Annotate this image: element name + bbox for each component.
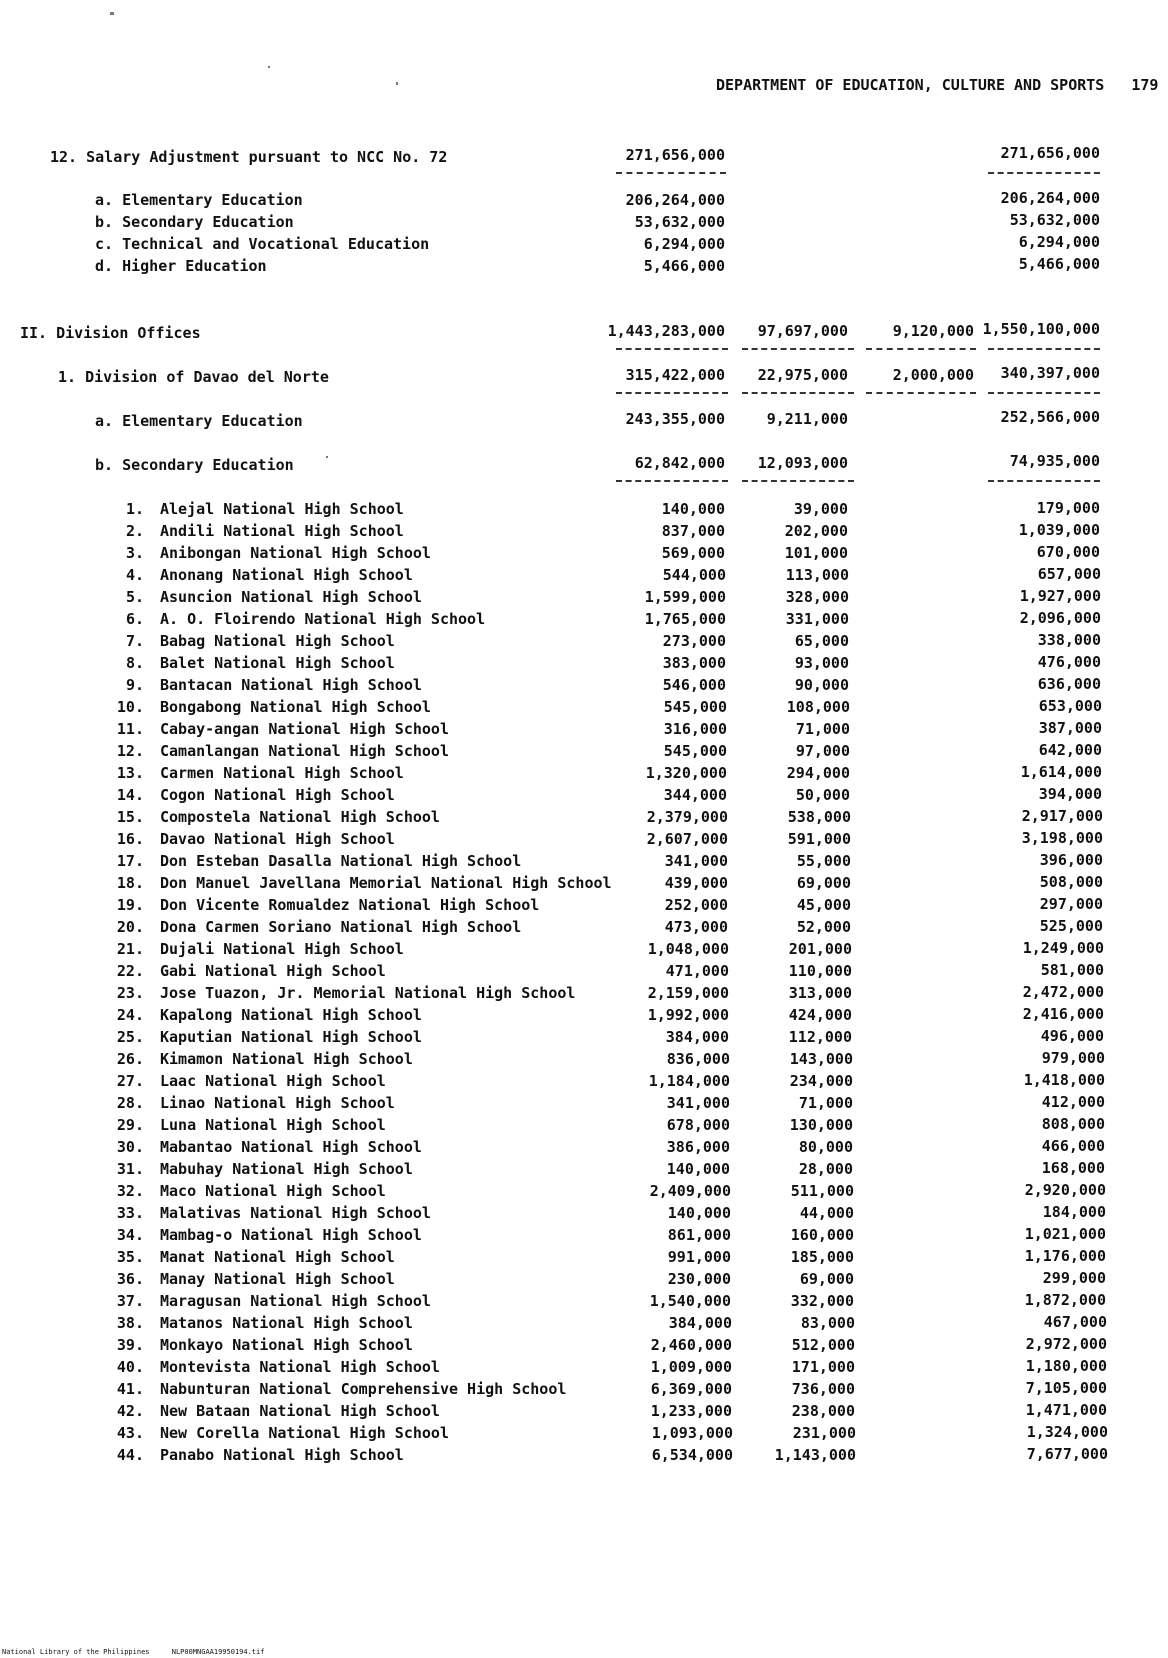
school-total: 1,872,000 [1024, 1291, 1106, 1309]
school-c1: 140,000 [666, 1160, 730, 1178]
school-number: 15. [116, 808, 144, 826]
school-name: Cabay-angan National High School [160, 720, 449, 738]
davao-del-norte-total: 340,397,000 [1000, 364, 1100, 382]
school-c1: 384,000 [665, 1028, 729, 1046]
school-total: 1,418,000 [1023, 1071, 1105, 1089]
school-number: 2. [125, 522, 144, 540]
breakdown-total: 53,632,000 [1009, 211, 1100, 229]
school-number: 3. [125, 544, 144, 562]
school-c2: 171,000 [791, 1358, 855, 1376]
school-c2: 93,000 [794, 654, 849, 672]
school-number: 42. [116, 1402, 144, 1420]
breakdown-label: d. Higher Education [95, 257, 267, 275]
rule [742, 480, 854, 482]
scan-footer [2, 1648, 264, 1656]
school-total: 466,000 [1041, 1137, 1105, 1155]
school-number: 17. [116, 852, 144, 870]
school-c1: 341,000 [666, 1094, 730, 1112]
school-name: Anibongan National High School [160, 544, 431, 562]
school-c2: 83,000 [800, 1314, 855, 1332]
school-number: 23. [116, 984, 144, 1002]
school-total: 636,000 [1037, 675, 1101, 693]
school-c1: 1,992,000 [647, 1006, 729, 1024]
school-c1: 545,000 [663, 742, 727, 760]
breakdown-total: 6,294,000 [1018, 233, 1100, 251]
school-name: Don Esteban Dasalla National High School [160, 852, 522, 870]
school-total: 1,927,000 [1019, 587, 1101, 605]
school-total: 1,614,000 [1020, 763, 1102, 781]
secondary-education-total: 74,935,000 [1009, 452, 1100, 470]
footer-library: National Library of the Philippines [2, 1648, 150, 1656]
school-c1: 386,000 [666, 1138, 730, 1156]
school-name: Asuncion National High School [160, 588, 422, 606]
school-name: New Corella National High School [160, 1424, 449, 1442]
school-total: 179,000 [1036, 499, 1100, 517]
breakdown-c1: 206,264,000 [625, 191, 725, 209]
school-c2: 512,000 [791, 1336, 855, 1354]
breakdown-c1: 53,632,000 [634, 213, 725, 231]
school-name: Manat National High School [160, 1248, 395, 1266]
school-c1: 991,000 [667, 1248, 731, 1266]
school-total: 581,000 [1040, 961, 1104, 979]
department-title: DEPARTMENT OF EDUCATION, CULTURE AND SPORTS [716, 76, 1105, 94]
school-name: Maco National High School [160, 1182, 386, 1200]
rule [616, 392, 728, 394]
school-number: 27. [116, 1072, 144, 1090]
school-c1: 384,000 [668, 1314, 732, 1332]
elementary-education-c2: 9,211,000 [766, 410, 848, 428]
school-number: 18. [116, 874, 144, 892]
school-total: 1,471,000 [1025, 1401, 1107, 1419]
rule [866, 348, 976, 350]
school-number: 7. [125, 632, 144, 650]
school-c1: 1,009,000 [650, 1358, 732, 1376]
school-total: 299,000 [1042, 1269, 1106, 1287]
elementary-education-total: 252,566,000 [1000, 408, 1100, 426]
davao-del-norte-c2: 22,975,000 [757, 366, 848, 384]
rule [616, 480, 728, 482]
school-name: Dona Carmen Soriano National High School [160, 918, 522, 936]
school-number: 38. [116, 1314, 144, 1332]
division-offices-c2: 97,697,000 [757, 322, 848, 340]
school-total: 394,000 [1038, 785, 1102, 803]
school-total: 496,000 [1040, 1027, 1104, 1045]
school-name: Manay National High School [160, 1270, 395, 1288]
school-c2: 39,000 [793, 500, 848, 518]
school-c2: 110,000 [788, 962, 852, 980]
school-name: Cogon National High School [160, 786, 395, 804]
school-total: 396,000 [1039, 851, 1103, 869]
davao-del-norte-c3: 2,000,000 [892, 366, 974, 384]
rule [988, 172, 1100, 174]
school-total: 2,416,000 [1022, 1005, 1104, 1023]
school-c1: 473,000 [664, 918, 728, 936]
school-c1: 316,000 [663, 720, 727, 738]
school-number: 10. [116, 698, 144, 716]
school-c2: 332,000 [790, 1292, 854, 1310]
school-total: 1,249,000 [1022, 939, 1104, 957]
school-c2: 69,000 [799, 1270, 854, 1288]
school-total: 2,920,000 [1024, 1181, 1106, 1199]
school-name: Camanlangan National High School [160, 742, 449, 760]
school-number: 19. [116, 896, 144, 914]
school-total: 467,000 [1043, 1313, 1107, 1331]
school-c1: 861,000 [667, 1226, 731, 1244]
page-header [716, 76, 1158, 94]
school-c1: 2,460,000 [650, 1336, 732, 1354]
school-total: 7,677,000 [1026, 1445, 1108, 1463]
school-c2: 331,000 [785, 610, 849, 628]
school-name: Kaputian National High School [160, 1028, 422, 1046]
school-number: 44. [116, 1446, 144, 1464]
davao-del-norte-label: 1. Division of Davao del Norte [58, 368, 329, 386]
secondary-education-c1: 62,842,000 [634, 454, 725, 472]
school-c1: 252,000 [664, 896, 728, 914]
rule [988, 480, 1100, 482]
school-c1: 6,534,000 [651, 1446, 733, 1464]
school-name: Alejal National High School [160, 500, 404, 518]
school-c1: 1,599,000 [644, 588, 726, 606]
school-c2: 160,000 [790, 1226, 854, 1244]
school-c1: 837,000 [661, 522, 725, 540]
school-name: Davao National High School [160, 830, 395, 848]
scan-speck [110, 12, 114, 15]
division-offices-c1: 1,443,283,000 [607, 322, 725, 340]
school-c2: 294,000 [786, 764, 850, 782]
school-c2: 71,000 [795, 720, 850, 738]
secondary-education-c2: 12,093,000 [757, 454, 848, 472]
school-name: Mabantao National High School [160, 1138, 422, 1156]
footer-file: NLP00MNGAA19950194.tif [171, 1648, 265, 1656]
school-total: 1,324,000 [1026, 1423, 1108, 1441]
school-name: Don Vicente Romualdez National High School [160, 896, 540, 914]
school-c2: 143,000 [789, 1050, 853, 1068]
school-name: Kapalong National High School [160, 1006, 422, 1024]
school-name: Bongabong National High School [160, 698, 431, 716]
salary-adjustment-label: 12. Salary Adjustment pursuant to NCC No. 72 [50, 148, 448, 166]
school-total: 2,917,000 [1021, 807, 1103, 825]
school-c1: 1,093,000 [651, 1424, 733, 1442]
school-number: 22. [116, 962, 144, 980]
school-c2: 130,000 [789, 1116, 853, 1134]
school-c2: 90,000 [794, 676, 849, 694]
school-total: 476,000 [1037, 653, 1101, 671]
school-number: 40. [116, 1358, 144, 1376]
rule [616, 172, 726, 174]
breakdown-label: a. Elementary Education [95, 191, 303, 209]
school-number: 5. [125, 588, 144, 606]
division-offices-label: II. Division Offices [20, 324, 201, 342]
breakdown-total: 206,264,000 [1000, 189, 1100, 207]
secondary-education-label: b. Secondary Education [95, 456, 294, 474]
school-total: 653,000 [1038, 697, 1102, 715]
school-total: 297,000 [1039, 895, 1103, 913]
school-c2: 55,000 [796, 852, 851, 870]
school-c1: 471,000 [665, 962, 729, 980]
school-total: 2,472,000 [1022, 983, 1104, 1001]
salary-adjustment-total: 271,656,000 [1000, 144, 1100, 162]
school-c1: 836,000 [666, 1050, 730, 1068]
school-c1: 569,000 [661, 544, 725, 562]
school-c2: 108,000 [786, 698, 850, 716]
school-number: 36. [116, 1270, 144, 1288]
school-total: 1,176,000 [1024, 1247, 1106, 1265]
school-c2: 69,000 [796, 874, 851, 892]
school-number: 29. [116, 1116, 144, 1134]
school-total: 2,972,000 [1025, 1335, 1107, 1353]
salary-adjustment-c1: 271,656,000 [625, 146, 725, 164]
school-number: 16. [116, 830, 144, 848]
school-name: Mambag-o National High School [160, 1226, 422, 1244]
school-c2: 231,000 [792, 1424, 856, 1442]
school-name: Matanos National High School [160, 1314, 413, 1332]
school-number: 9. [125, 676, 144, 694]
breakdown-label: c. Technical and Vocational Education [95, 235, 430, 253]
school-name: Jose Tuazon, Jr. Memorial National High School [160, 984, 576, 1002]
school-name: Maragusan National High School [160, 1292, 431, 1310]
school-number: 1. [125, 500, 144, 518]
school-number: 32. [116, 1182, 144, 1200]
rule [988, 392, 1100, 394]
elementary-education-c1: 243,355,000 [625, 410, 725, 428]
school-name: Panabo National High School [160, 1446, 404, 1464]
school-total: 7,105,000 [1025, 1379, 1107, 1397]
school-c2: 511,000 [790, 1182, 854, 1200]
school-name: Babag National High School [160, 632, 395, 650]
scan-speck [268, 66, 270, 68]
school-number: 11. [116, 720, 144, 738]
school-name: Balet National High School [160, 654, 395, 672]
school-number: 12. [116, 742, 144, 760]
elementary-education-label: a. Elementary Education [95, 412, 303, 430]
school-c2: 52,000 [796, 918, 851, 936]
davao-del-norte-c1: 315,422,000 [625, 366, 725, 384]
school-total: 387,000 [1038, 719, 1102, 737]
school-number: 25. [116, 1028, 144, 1046]
school-total: 1,021,000 [1024, 1225, 1106, 1243]
school-name: Linao National High School [160, 1094, 395, 1112]
school-name: Compostela National High School [160, 808, 440, 826]
school-c1: 230,000 [667, 1270, 731, 1288]
breakdown-label: b. Secondary Education [95, 213, 294, 231]
school-total: 338,000 [1037, 631, 1101, 649]
school-name: Luna National High School [160, 1116, 386, 1134]
breakdown-c1: 6,294,000 [643, 235, 725, 253]
school-c1: 2,409,000 [649, 1182, 731, 1200]
rule [742, 392, 854, 394]
school-c2: 591,000 [787, 830, 851, 848]
school-c1: 439,000 [664, 874, 728, 892]
school-c1: 344,000 [663, 786, 727, 804]
school-name: Kimamon National High School [160, 1050, 413, 1068]
division-offices-c3: 9,120,000 [892, 322, 974, 340]
school-number: 41. [116, 1380, 144, 1398]
school-c1: 1,184,000 [648, 1072, 730, 1090]
school-c2: 1,143,000 [774, 1446, 856, 1464]
school-name: A. O. Floirendo National High School [160, 610, 486, 628]
school-total: 168,000 [1041, 1159, 1105, 1177]
scan-speck [396, 82, 398, 85]
school-total: 670,000 [1036, 543, 1100, 561]
rule [616, 348, 728, 350]
school-c1: 678,000 [666, 1116, 730, 1134]
school-c1: 544,000 [662, 566, 726, 584]
school-total: 1,180,000 [1025, 1357, 1107, 1375]
school-c2: 201,000 [788, 940, 852, 958]
school-number: 33. [116, 1204, 144, 1222]
school-c2: 234,000 [789, 1072, 853, 1090]
school-name: Malativas National High School [160, 1204, 431, 1222]
school-number: 37. [116, 1292, 144, 1310]
school-c2: 97,000 [795, 742, 850, 760]
school-number: 39. [116, 1336, 144, 1354]
school-c1: 546,000 [662, 676, 726, 694]
school-number: 28. [116, 1094, 144, 1112]
school-c2: 113,000 [785, 566, 849, 584]
division-offices-total: 1,550,100,000 [982, 320, 1100, 338]
school-c2: 736,000 [791, 1380, 855, 1398]
school-c1: 545,000 [663, 698, 727, 716]
school-c2: 424,000 [788, 1006, 852, 1024]
school-c1: 1,233,000 [650, 1402, 732, 1420]
school-number: 43. [116, 1424, 144, 1442]
school-name: Nabunturan National Comprehensive High School [160, 1380, 567, 1398]
school-c2: 44,000 [799, 1204, 854, 1222]
school-c2: 28,000 [798, 1160, 853, 1178]
school-name: Carmen National High School [160, 764, 404, 782]
school-number: 20. [116, 918, 144, 936]
rule [742, 348, 854, 350]
school-c2: 238,000 [791, 1402, 855, 1420]
school-number: 34. [116, 1226, 144, 1244]
school-c2: 185,000 [790, 1248, 854, 1266]
breakdown-c1: 5,466,000 [643, 257, 725, 275]
school-c1: 140,000 [667, 1204, 731, 1222]
school-name: Laac National High School [160, 1072, 386, 1090]
school-total: 1,039,000 [1018, 521, 1100, 539]
school-total: 979,000 [1041, 1049, 1105, 1067]
school-name: Monkayo National High School [160, 1336, 413, 1354]
school-c2: 71,000 [798, 1094, 853, 1112]
school-total: 3,198,000 [1021, 829, 1103, 847]
school-c1: 1,540,000 [649, 1292, 731, 1310]
school-number: 8. [125, 654, 144, 672]
school-number: 6. [125, 610, 144, 628]
school-c1: 6,369,000 [650, 1380, 732, 1398]
school-c2: 65,000 [794, 632, 849, 650]
school-name: Dujali National High School [160, 940, 404, 958]
school-number: 31. [116, 1160, 144, 1178]
school-c1: 2,607,000 [646, 830, 728, 848]
school-number: 13. [116, 764, 144, 782]
school-number: 4. [125, 566, 144, 584]
school-c1: 383,000 [662, 654, 726, 672]
school-total: 2,096,000 [1019, 609, 1101, 627]
school-c1: 1,048,000 [647, 940, 729, 958]
school-c2: 538,000 [787, 808, 851, 826]
scan-speck [326, 456, 328, 458]
school-name: Montevista National High School [160, 1358, 440, 1376]
school-total: 525,000 [1039, 917, 1103, 935]
school-c1: 273,000 [662, 632, 726, 650]
rule [866, 392, 976, 394]
rule [988, 348, 1100, 350]
school-c2: 328,000 [785, 588, 849, 606]
school-total: 808,000 [1041, 1115, 1105, 1133]
school-number: 24. [116, 1006, 144, 1024]
school-number: 35. [116, 1248, 144, 1266]
school-name: Gabi National High School [160, 962, 386, 980]
school-name: Mabuhay National High School [160, 1160, 413, 1178]
school-c1: 1,320,000 [645, 764, 727, 782]
school-c1: 341,000 [664, 852, 728, 870]
school-name: Bantacan National High School [160, 676, 422, 694]
school-number: 30. [116, 1138, 144, 1156]
school-c1: 1,765,000 [644, 610, 726, 628]
school-total: 412,000 [1041, 1093, 1105, 1111]
breakdown-total: 5,466,000 [1018, 255, 1100, 273]
school-name: New Bataan National High School [160, 1402, 440, 1420]
school-total: 657,000 [1037, 565, 1101, 583]
school-c1: 2,379,000 [646, 808, 728, 826]
school-total: 508,000 [1039, 873, 1103, 891]
school-name: Don Manuel Javellana Memorial National High School [160, 874, 612, 892]
school-c1: 140,000 [661, 500, 725, 518]
school-name: Anonang National High School [160, 566, 413, 584]
school-total: 642,000 [1038, 741, 1102, 759]
school-c2: 313,000 [788, 984, 852, 1002]
school-number: 26. [116, 1050, 144, 1068]
school-c2: 45,000 [796, 896, 851, 914]
page-number: 179 [1131, 76, 1159, 94]
school-number: 21. [116, 940, 144, 958]
school-c1: 2,159,000 [647, 984, 729, 1002]
school-c2: 112,000 [788, 1028, 852, 1046]
school-total: 184,000 [1042, 1203, 1106, 1221]
school-c2: 202,000 [784, 522, 848, 540]
school-c2: 80,000 [798, 1138, 853, 1156]
school-number: 14. [116, 786, 144, 804]
school-c2: 50,000 [795, 786, 850, 804]
school-c2: 101,000 [784, 544, 848, 562]
school-name: Andili National High School [160, 522, 404, 540]
